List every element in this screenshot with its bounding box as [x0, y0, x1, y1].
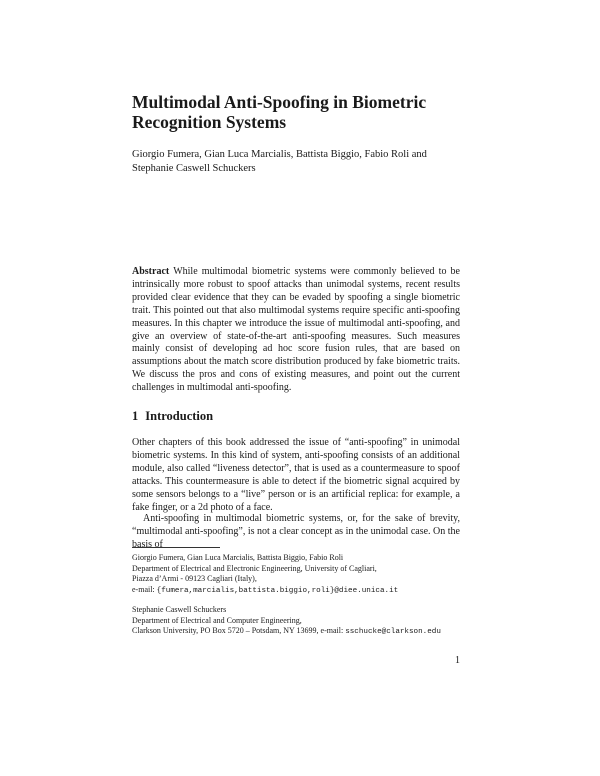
footnote-1-email: {fumera,marcialis,battista.biggio,roli}@diee.unica.it — [156, 586, 399, 595]
footnote-1-email-label: e-mail: — [132, 584, 155, 594]
paper-title: Multimodal Anti-Spoofing in Biometric Recognition Systems — [132, 92, 427, 132]
footnote-divider — [132, 547, 220, 548]
footnote-2-address-line — [132, 626, 472, 638]
intro-paragraph-2: Anti-spoofing in multimodal biometric systems, or, for the sake of brevity, “multimodal anti-spoofing”, is not a clear concept as in the unimodal case. On the basis of — [132, 513, 460, 550]
footnote-affiliation-1 — [132, 553, 472, 596]
intro-paragraph-1: Other chapters of this book addressed the issue of “anti-spoofing” in unimodal biometric systems. In this kind of system, anti-spoofing consists of an additional module, also called “liveness detector”, that is used as a countermeasure to spoof attacks. This countermeasure is able to detect if the biometric signal acquired by some sensors belongs to a “live” person or is an artificial replica: for example, a fake finger, or a 2d photo of a face. — [132, 437, 460, 513]
footnote-1-department: Department of Electrical and Electronic Engineering, University of Cagliari, — [132, 563, 377, 573]
section-heading — [132, 408, 462, 424]
abstract — [132, 266, 460, 395]
section-title: Introduction — [145, 409, 214, 423]
footnote-2-address: Clarkson University, PO Box 5720 – Potsdam, NY 13699, e-mail: — [132, 626, 344, 636]
footnote-1-email-line — [132, 585, 472, 597]
footnote-2-email: sschucke@clarkson.edu — [345, 628, 441, 637]
section-number: 1 — [132, 409, 139, 423]
abstract-label: Abstract — [132, 266, 170, 277]
footnote-1-address: Piazza d’Armi - 09123 Cagliari (Italy), — [132, 574, 257, 584]
footnote-2-department: Department of Electrical and Computer Engineering, — [132, 615, 302, 625]
footnote-2-names: Stephanie Caswell Schuckers — [132, 605, 227, 614]
footnote-affiliation-2 — [132, 605, 472, 638]
footnote-1-names: Giorgio Fumera, Gian Luca Marcialis, Battista Biggio, Fabio Roli — [132, 553, 344, 562]
author-list: Giorgio Fumera, Gian Luca Marcialis, Battista Biggio, Fabio Roli and Stephanie Caswell Schuckers — [132, 149, 427, 174]
page-number: 1 — [455, 655, 460, 666]
abstract-text: While multimodal biometric systems were commonly believed to be intrinsically more robust to spoof attacks than unimodal systems, recent results provided clear evidence that they can be evaded by spoofing a single biometric trait. This pointed out that also multimodal systems require specific anti-spoofing measures. In this chapter we introduce the issue of multimodal anti-spoofing, and give an overview of state-of-the-art anti-spoofing measures. Such measures mainly consist of developing ad hoc score fusion rules, that are based on assumptions about the match score distribution produced by fake biometric traits. We discuss the pros and cons of existing measures, and point out the current challenges in multimodal anti-spoofing. — [132, 266, 460, 394]
